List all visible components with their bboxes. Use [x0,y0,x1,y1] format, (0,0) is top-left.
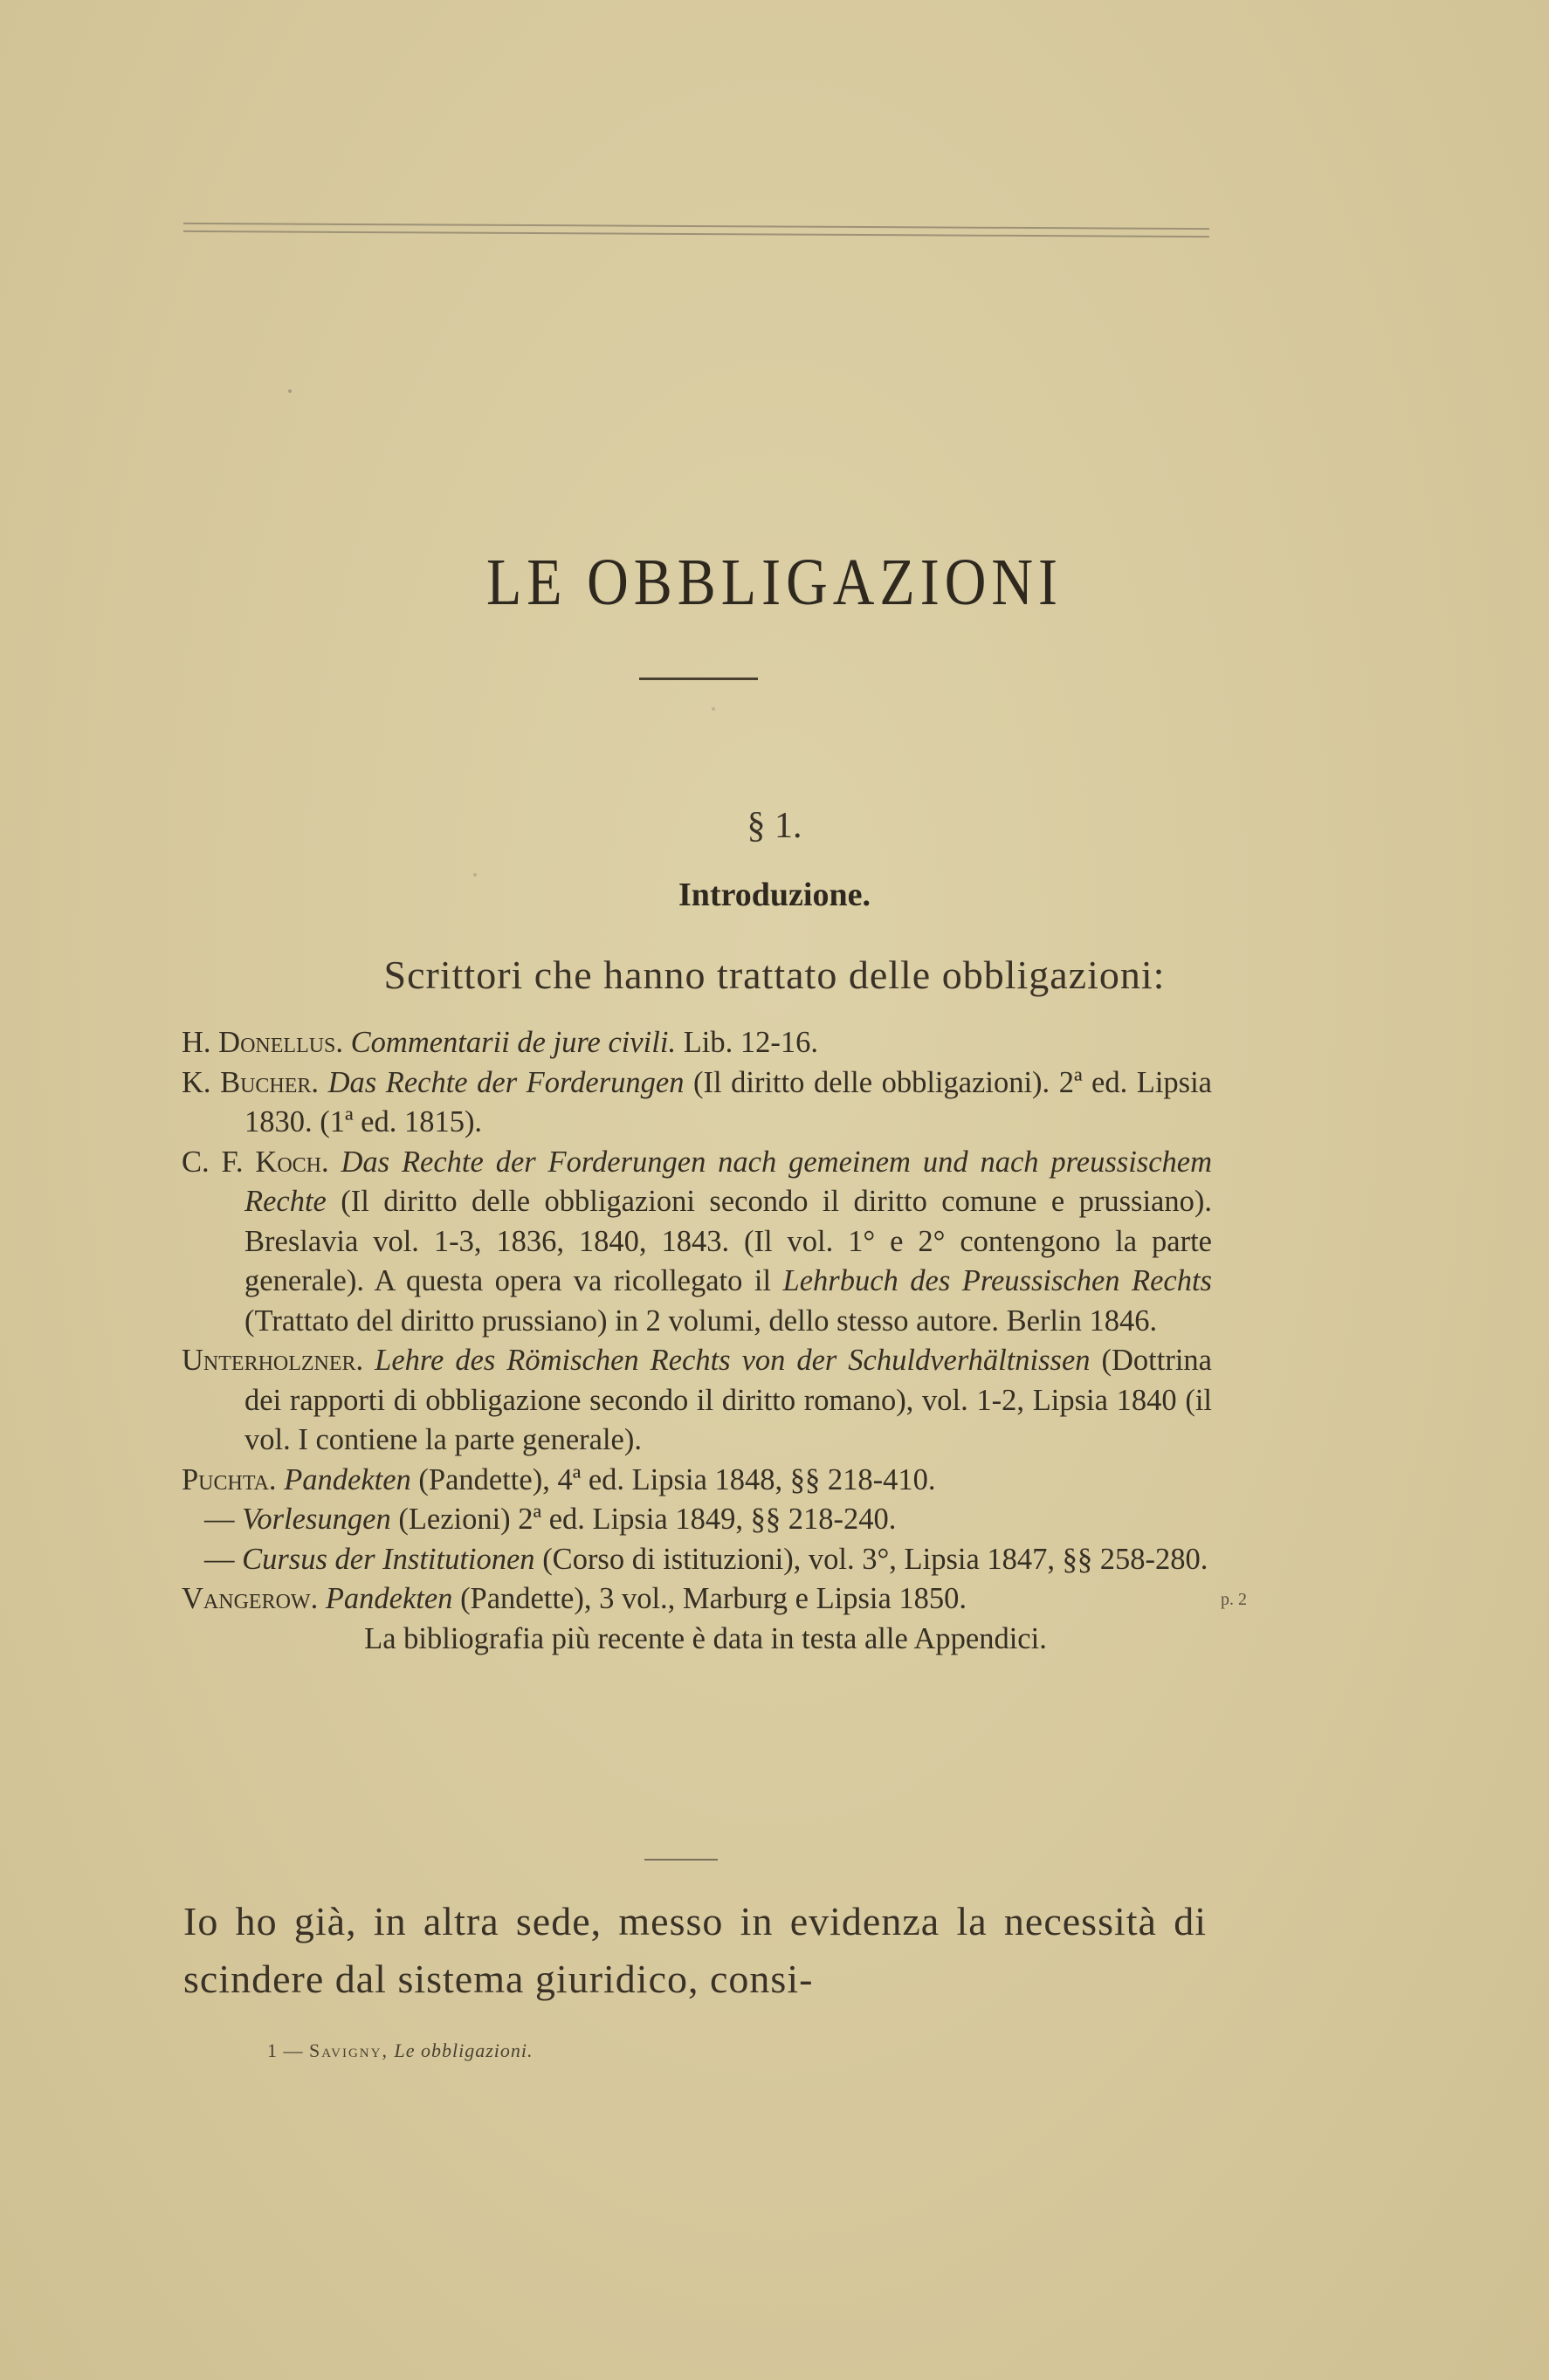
title-divider [639,678,758,680]
footer-author: Savigny, [309,2040,389,2061]
entry-details: (Lezioni) 2ª ed. Lipsia 1849, §§ 218-240. [390,1503,897,1536]
body-paragraph: Io ho già, in altra sede, messo in evidenza la necessità di scindere dal sistema giuridico, consi- [183,1899,1207,2001]
section-divider [644,1859,718,1861]
entry-work: Lehre des Römischen Rechts von der Schuldverhältnissen [375,1344,1091,1377]
entry-work: Pandekten [284,1462,411,1496]
entry-dash: — [204,1503,235,1536]
paper-speck [712,707,715,711]
entry-author: Vangerow. [182,1582,319,1615]
entry-author: Puchta. [182,1462,277,1496]
entry-details: (Dottrina dei rapporti di obbligazione secondo il diritto romano), vol. 1-2, Lipsia 1840 (il vol. I contiene la parte generale). [244,1344,1212,1456]
bibliography-entry [182,1023,1212,1063]
bibliography-entry [182,1341,1212,1461]
entry-work: Cursus der Institutionen [242,1542,535,1576]
entry-work: Das Rechte der Forderungen nach gemeinem und nach preussischem Rechte [244,1145,1212,1218]
paper-speck [473,873,477,877]
entry-dash: — [204,1542,235,1576]
bibliography-entry [182,1143,1212,1342]
bibliography-entry [182,1540,1212,1580]
entry-work: Commentarii de jure civili. [350,1026,677,1059]
entry-author: K. Bucher. [182,1065,320,1099]
entry-work: Vorlesungen [242,1503,391,1536]
bibliography-entry [182,1063,1212,1143]
section-title: Introduzione. [678,877,871,913]
footer-signature-number: 1 — [267,2040,304,2061]
section-number: § 1. [747,806,802,846]
paper-speck [288,389,292,393]
bibliography-entry [182,1579,1212,1620]
signature-footer [267,2040,533,2062]
entry-details: (Il diritto delle obbligazioni secondo il diritto comune e prussiano). Breslavia vol. 1-3, 1836, 1840, 1843. (Il vol. 1° e 2° contengono la parte generale). A questa opera va ricollegato il [244,1185,1212,1297]
page-title: LE OBBLIGAZIONI [485,546,1064,620]
margin-page-reference: p. 2 [1221,1590,1247,1609]
entry-work: Pandekten [325,1582,453,1615]
entry-details: (Corso di istituzioni), vol. 3°, Lipsia 1847, §§ 258-280. [534,1542,1208,1576]
entry-details: Lib. 12-16. [676,1026,818,1059]
bibliography-note: La bibliografia più recente è data in testa alle Appendici. [364,1621,1047,1655]
entry-work: Das Rechte der Forderungen [327,1065,685,1099]
entry-author: C. F. Koch. [182,1145,329,1179]
entry-author: H. Donellus. [182,1026,344,1059]
top-double-rule [183,223,1209,237]
entry-details: (Pandette), 3 vol., Marburg e Lipsia 1850. [452,1582,967,1615]
entry-author: Unterholzner. [182,1344,364,1377]
entry-work-secondary: Lehrbuch des Preussischen Rechts [782,1264,1212,1297]
entry-details: (Il diritto delle obbligazioni). 2ª ed. Lipsia 1830. (1ª ed. 1815). [244,1065,1212,1138]
footer-title: Le obbligazioni. [394,2040,534,2061]
entry-details-secondary: (Trattato del diritto prussiano) in 2 volumi, dello stesso autore. Berlin 1846. [244,1303,1158,1338]
bibliography-list [182,1023,1212,1659]
bibliography-entry [182,1500,1212,1540]
entry-details: (Pandette), 4ª ed. Lipsia 1848, §§ 218-410. [410,1462,936,1496]
bibliography-entry [182,1461,1212,1501]
bibliography-heading: Scrittori che hanno trattato delle obbligazioni: [383,953,1166,997]
